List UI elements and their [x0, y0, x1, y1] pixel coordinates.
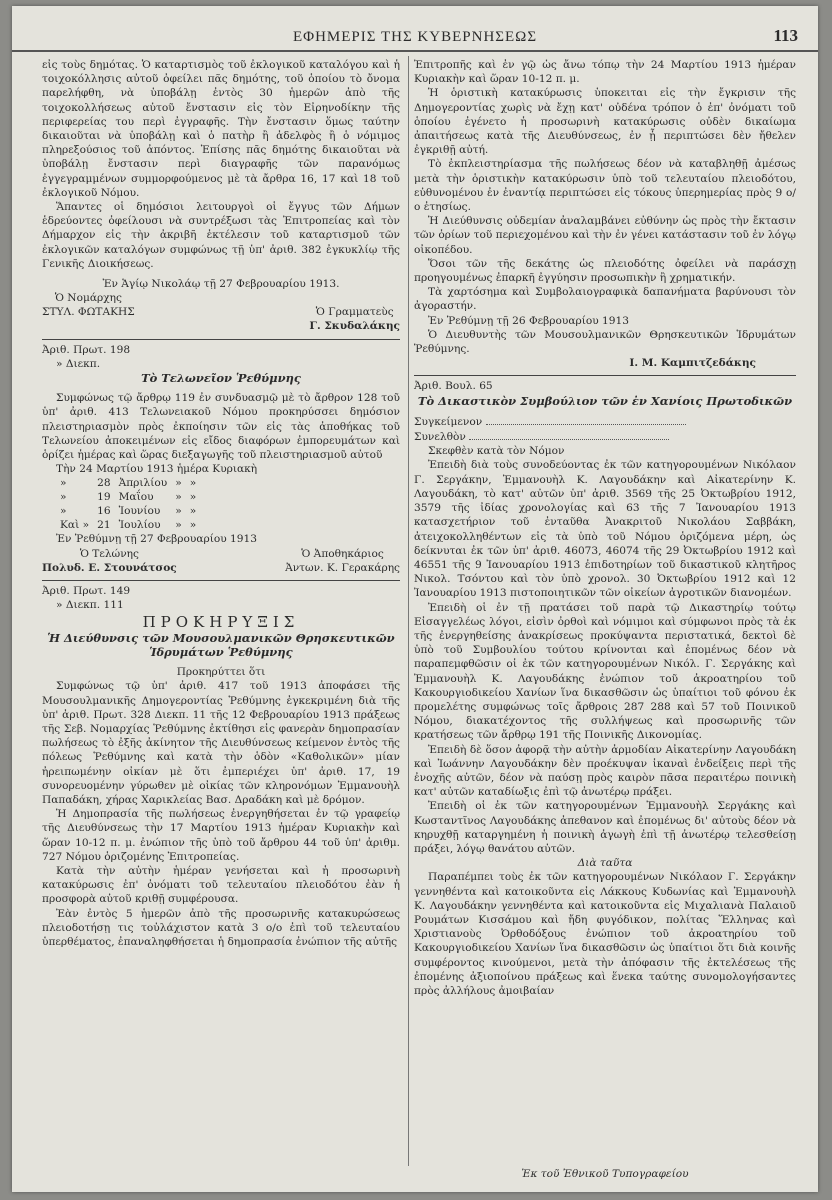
- schedule-row: [56, 490, 200, 504]
- schedule-row: [56, 504, 200, 518]
- schedule-cell: »: [189, 491, 197, 504]
- schedule-cell: Ἰουλίου: [118, 519, 161, 532]
- reference-number: Ἀριθ. Πρωτ. 149: [42, 585, 131, 598]
- signature-block: [285, 547, 400, 575]
- right-column: [414, 58, 796, 998]
- schedule-cell: »: [189, 519, 197, 532]
- schedule-cell: 19: [97, 491, 111, 504]
- proclamation-heading: ΠΡΟΚΗΡΥΞΙΣ: [142, 612, 300, 631]
- schedule-cell: »: [189, 505, 197, 518]
- form-line: [469, 429, 669, 440]
- section-heading: Διὰ ταῦτα: [577, 857, 633, 870]
- section-rule: [414, 375, 796, 376]
- section-heading: Ἡ Διεύθυνσις τῶν Μουσουλμανικῶν Θρησκευτικῶν Ἱδρυμάτων Ῥεθύμνης: [47, 630, 395, 659]
- paragraph: Συμφώνως τῷ ὑπ' ἀριθ. 417 τοῦ 1913 ἀποφάσει τῆς Μουσουλμανικῆς Δημογεροντίας Ῥεθύμνης ἐγκεκριμένη διὰ τῆς ὑπ' ἀριθ. Πρωτ. 328 Διεκπ. 11 τῆς 12 Φεβρουαρίου 1913 πράξεως τῆς Σεβ. Νομαρχίας Ῥεθύμνης ἐκτίθησι εἰς φανερὰν δημοπρασίαν πωλήσεως τὸ ἐξῆς ἀκίνητον τῆς Διευθύνσεως κείμενον ἐντὸς τῆς πόλεως Ῥεθύμνης καὶ κατὰ τὴν ὁδὸν «Καθολικῶν» μίαν ἠρειπωμένην οἰκίαν μὲ ὅτι ἐμπεριέχει ὑπ' ἀριθ. 17, 19 συνορευομένην γύρωθεν μὲ οἰκίας τῶν κληρονόμων Ἐμμανουὴλ Παπαδάκη, χήρας Χαρικλείας Βασ. Δραδάκη καὶ μὲ δρόμον.: [42, 680, 400, 806]
- column-divider: [408, 56, 409, 1166]
- schedule-cell: »: [175, 491, 182, 504]
- reference-number: » Διεκπ.: [56, 357, 101, 370]
- date-line: Ἐν Ῥεθύμνῃ τῇ 26 Φεβρουαρίου 1913: [428, 314, 630, 327]
- schedule-cell: »: [175, 519, 182, 532]
- section-heading: Τὸ Δικαστικὸν Συμβούλιον τῶν ἐν Χανίοις Πρωτοδικῶν: [417, 393, 793, 408]
- reference-number: Ἀριθ. Βουλ. 65: [414, 380, 493, 393]
- schedule-cell: Ἀπριλίου: [118, 477, 168, 490]
- schedule-cell: 16: [97, 505, 111, 518]
- form-line: [486, 414, 686, 425]
- signature-block: [42, 291, 135, 333]
- signature-block: [42, 547, 177, 575]
- signature-name: Ι. Μ. Καμπιτζεδάκης: [629, 357, 756, 370]
- schedule-cell: Μαΐου: [118, 491, 154, 504]
- signature-title: Ὁ Νομάρχης: [54, 292, 122, 305]
- date-line: Ἐν Ῥεθύμνῃ τῇ 27 Φεβρουαρίου 1913: [56, 533, 258, 546]
- paragraph: Συμφώνως τῷ ἄρθρῳ 119 ἐν συνδυασμῷ μὲ τὸ ἄρθρον 128 τοῦ ὑπ' ἀριθ. 413 Τελωνειακοῦ Νόμου προκηρύσσει δημόσιον πλειστηριασμὸν πρὸς ἐκποίησιν τῶν εἰς τὰς ἀποθήκας τοῦ Τελωνείου ἀποκειμένων εἰς εἴδος διαφόρων ἐμπορευμάτων καὶ ὁρίζει ἡμέρας καὶ ὥρας διεξαγωγῆς τοῦ πλειστηριασμοῦ αὐτοῦ: [42, 392, 400, 462]
- schedule-row: [56, 476, 200, 490]
- schedule-table: [56, 476, 200, 532]
- paragraph: Ἐὰν ἐντὸς 5 ἡμερῶν ἀπὸ τῆς προσωρινῆς κατακυρώσεως πλειοδοτήσῃ τις τοὐλάχιστον κατὰ 3 ο/ο ἐπὶ τοῦ τελευταίου ὑπερθέματος, ἐπαναληφθήσεται ἡ δημοπρασία ἐνώπιον τῆς αὐτῆς: [42, 907, 400, 948]
- schedule-cell: 21: [97, 519, 111, 532]
- schedule-intro: Τὴν 24 Μαρτίου 1913 ἡμέρα Κυριακὴ: [56, 463, 258, 476]
- paragraph: Τὸ ἐκπλειστηρίασμα τῆς πωλήσεως δέον νὰ καταβληθῇ ἀμέσως μετὰ τὴν ὁριστικὴν κατακύρωσιν ὑπὸ τοῦ τελευταίου πλειοδότου, εὐθυνομένου ἐν ἐναντίᾳ περιπτώσει εἰς τόκους ὑπερημερίας πρὸς 9 ο/ο ἐτησίως.: [414, 158, 796, 214]
- printer-footer: Ἐκ τοῦ Ἐθνικοῦ Τυπογραφείου: [521, 1168, 689, 1180]
- section-rule: [42, 339, 400, 340]
- signature-name: ΣΤΥΛ. ΦΩΤΑΚΗΣ: [42, 306, 135, 319]
- schedule-cell: Ἰουνίου: [118, 505, 161, 518]
- date-line: Ἐν Ἁγίῳ Νικολάῳ τῇ 27 Φεβρουαρίου 1913.: [102, 278, 340, 291]
- schedule-cell: »: [60, 477, 67, 490]
- schedule-cell: »: [175, 505, 182, 518]
- paragraph: Ἡ ὁριστικὴ κατακύρωσις ὑποκειται εἰς τὴν ἔγκρισιν τῆς Δημογεροντίας χωρὶς νὰ ἔχῃ κατ' οὐδένα τρόπον ὁ ἐπ' ὀνόματι τοῦ ὁποίου ἐγένετο ἡ προσωρινὴ κατακύρωσις οὐδὲν δικαίωμα ἀπαιτήσεως κατὰ τῆς Διευθύνσεως, ἐν ᾗ περιπτώσει δὲν ἤθελεν ἐγκριθῇ αὐτή.: [414, 87, 796, 157]
- newspaper-page: [12, 6, 818, 1192]
- signature-title: Ὁ Ἀποθηκάριος: [301, 547, 384, 560]
- schedule-cell: Καὶ »: [60, 519, 90, 532]
- paragraph: Προκηρύττει ὅτι: [176, 666, 266, 679]
- signature-name: Γ. Σκυδαλάκης: [309, 320, 400, 333]
- paragraph: Ἐπειδὴ διὰ τοὺς συνοδεύοντας ἐκ τῶν κατηγορουμένων Νικόλαον Γ. Σεργάκην, Ἐμμανουὴλ Κ. Λαγουδάκην καὶ Αἰκατερίνην Κ. Λαγουδάκη, τὸ κατ' αὐτῶν ὑπ' ἀριθ. 3569 τῆς 25 Ὀκτωβρίου 1912, 3579 τῆς ἰδίας χρονολογίας καὶ 63 τῆς 7 Ἰανουαρίου 1913 κατασχετήριον τοῦ ἐνταῦθα Ἀνακριτοῦ Νικολάου Σαββάκη, ἀτειχοκολληθέντων εἰς τὰ ὑπὸ τοῦ Νόμου ὁριζόμενα μέρη, ὡς δείκνυται ἐκ τῶν ὑπ' ἀριθ. 46073, 46074 τῆς 29 Ὀκτωβρίου 1912 καὶ 46551 τῆς 9 Ἰανουαρίου 1913 ἐπιδοτηρίων τοῦ δικαστικοῦ κλητῆρος Νικολ. Τσόντου καὶ τὸν ὑπὸ χρονολ. 30 Ὀκτωβρίου 1912 καὶ 12 Ἰανουαρίου 1913 πιστοποιητικῶν τῶν οἰκείων ἀγροτικῶν διανομέων.: [414, 459, 796, 600]
- paragraph: Ὅσοι τῶν τῆς δεκάτης ὡς πλειοδότης ὀφείλει νὰ παράσχῃ προηγουμένως ἐπαρκῆ ἐγγύησιν προσωπικὴν ἢ χρηματικήν.: [414, 257, 796, 285]
- page-header-title: ΕΦΗΜΕΡΙΣ ΤΗΣ ΚΥΒΕΡΝΗΣΕΩΣ: [292, 29, 538, 45]
- paragraph: Τὰ χαρτόσημα καὶ Συμβολαιογραφικὰ δαπανήματα βαρύνουσι τὸν ἀγοραστήν.: [414, 286, 796, 313]
- schedule-cell: »: [189, 477, 197, 490]
- paragraph: Παραπέμπει τοὺς ἐκ τῶν κατηγορουμένων Νικόλαον Γ. Σεργάκην γεννηθέντα καὶ κατοικοῦντα εἰς Λάκκους Κυδωνίας καὶ Ἐμμανουὴλ Κ. Λαγουδάκην γεννηθέντα καὶ κατοικοῦντα εἰς Μιχαλιανὰ Παλαιοῦ Ρουμάτων Κισσάμου καὶ ἤδη φυγόδικον, πολίτας Ἕλληνας καὶ Χριστιανοὺς Ὀρθοδόξους ἐνώπιον τοῦ ἀκροατηρίου τοῦ Κακουργιοδικείου Χανίων ἵνα δικασθῶσιν ὡς ὑπαίτιοι ὅτι διὰ κοινῆς συμφέροντος κινούμενοι, μετὰ τὴν ἀπόφασιν τῆς ἐκτελέσεως τῆς ἐπομένης ἀξιοποίνου πράξεως καὶ ἕνεκα ταύτης συνομολογήσαντες πρὸς ἀλλήλους ἀμοιβαίαν: [414, 871, 796, 997]
- schedule-cell: »: [175, 477, 182, 490]
- paragraph: Σκεφθὲν κατὰ τὸν Νόμον: [428, 445, 565, 458]
- page-number: 113: [773, 26, 798, 45]
- signature-row: [42, 547, 400, 575]
- reference-number: Ἀριθ. Πρωτ. 198: [42, 343, 131, 356]
- left-column: [42, 58, 400, 949]
- section-heading: Τὸ Τελωνεῖον Ῥεθύμνης: [141, 371, 301, 386]
- schedule-cell: 28: [97, 477, 111, 490]
- paragraph: Ὁ Διευθυντὴς τῶν Μουσουλμανικῶν Θρησκευτικῶν Ἱδρυμάτων Ῥεθύμνης.: [414, 328, 796, 356]
- paragraph: Ἡ Διεύθυνσις οὐδεμίαν ἀναλαμβάνει εὐθύνην ὡς πρὸς τὴν ἔκτασιν τῶν ὁρίων τοῦ περιεχομένου καὶ τὴν ἐν γένει κατάστασιν τοῦ ἐν λόγῳ οἰκοπέδου.: [414, 215, 796, 256]
- signature-row: [42, 291, 400, 333]
- schedule-cell: »: [60, 505, 67, 518]
- form-label: Συγκείμενον: [414, 415, 483, 428]
- schedule-row: [56, 518, 200, 532]
- paragraph: Ἐπειδὴ οἱ ἐν τῇ πρατάσει τοῦ παρὰ τῷ Δικαστηρίῳ τούτῳ Εἰσαγγελέως λόγοι, εἰσὶν ὀρθοὶ καὶ νόμιμοι καὶ σύμφωνοι πρὸς τὰ ἐκ τῆς ἐνεργηθείσης ἀνακρίσεως προκύψαντα περιστατικά, δεκτοὶ δὲ ὑπὸ τοῦ Συμβουλίου τούτου κρίνονται καὶ ἐπομένως δέον νὰ παραπεμφθῶσιν οἱ ἐκ τῶν κατηγορουμένων Νικόλ. Γ. Σεργάκης καὶ Ἐμμανουὴλ Κ. Λαγουδάκης ἐνώπιον τοῦ ἀκροατηρίου τοῦ Κακουργιοδικείου Χανίων ἵνα δικασθῶσιν ὡς ὑπαίτιοι τοῦ φόνου ἐκ προμελέτης συμφώνως τοῖς ἄρθροις 287 288 καὶ 57 τοῦ Ποινικοῦ Νόμου, διακατέχοντος τῆς συλλήψεως καὶ προσωρινῆς τῶν κρατήσεως τῶν ἄρθρῳ 191 τῆς Ποινικῆς Δικονομίας.: [414, 601, 796, 742]
- signature-name: Πολυδ. Ε. Στουνάτσος: [42, 561, 177, 574]
- paragraph: Ἐπιτροπῆς καὶ ἐν γῷ ὡς ἄνω τόπῳ τὴν 24 Μαρτίου 1913 ἡμέραν Κυριακὴν καὶ ὥραν 10-12 π. μ.: [414, 59, 796, 86]
- paragraph: Κατὰ τὴν αὐτὴν ἡμέραν γενήσεται καὶ ἡ προσωρινὴ κατακύρωσις ἐπ' ὀνόματι τοῦ τελευταίου πλειοδότου ἐὰν ἡ προσφορὰ αὐτοῦ κριθῇ συμφέρουσα.: [42, 864, 400, 906]
- paragraph: Ἐπειδὴ οἱ ἐκ τῶν κατηγορουμένων Ἐμμανουὴλ Σεργάκης καὶ Κωσταντῖνος Λαγουδάκης ἀπεθανον καὶ ἐπομένως δι' αὐτοὺς δέον νὰ κηρυχθῇ καταργημένη ἡ ποινικὴ ἀγωγὴ ἐπὶ τῇ ἀνωτέρῳ τελεσθείσῃ πράξει, λόγῳ θανάτου αὐτῶν.: [414, 800, 796, 855]
- section-rule: [42, 580, 400, 581]
- form-label: Συνελθὸν: [414, 431, 466, 444]
- form-field: [414, 414, 796, 429]
- form-field: [414, 429, 796, 444]
- page-header: [12, 26, 818, 52]
- signature-block: [309, 305, 400, 333]
- signature-title: Ὁ Τελώνης: [79, 547, 139, 560]
- paragraph: Ἡ Δημοπρασία τῆς πωλήσεως ἐνεργηθήσεται ἐν τῷ γραφείῳ τῆς Διευθύνσεως τὴν 17 Μαρτίου 1913 ἡμέραν Κυριακὴν καὶ ὥραν 10-12 π. μ. ἐνώπιον τῆς ὑπὸ τοῦ ἄρθρου 44 τοῦ ὑπ' ἀριθμ. 727 Νόμου ὁριζομένης Ἐπιτροπείας.: [42, 808, 400, 863]
- signature-name: Ἀντων. Κ. Γερακάρης: [285, 561, 400, 574]
- paragraph: εἰς τοὺς δημότας. Ὁ καταρτισμὸς τοῦ ἐκλογικοῦ καταλόγου καὶ ἡ τοιχοκόλλησις αὐτοῦ ὀφείλει πᾶς δημότης, τοῦ ὁποίου τὸ ὄνομα παρελήφθη, νὰ ὑποβάλῃ ἐντὸς 30 ἡμερῶν ἀπὸ τῆς τοιχοκολλήσεως αὐτοῦ ἔνστασιν εἰς τὸν Εἰρηνοδίκην τῆς περιφερείας του περὶ ἐγγραφῆς. Τὴν ἔνστασιν ὅμως ταύτην δικαιοῦται νὰ ὑποβάλῃ καὶ ὁ πατὴρ ἢ ἀδελφὸς ἢ ὁ νόμιμος πληρεξούσιος τοῦ ἀπόντος. Ἐπίσης πᾶς δημότης δικαιοῦται νὰ ὑποβάλῃ ἔνστασιν περὶ διαγραφῆς τῶν παρανόμως ἐγγεγραμμένων συμμορφούμενος μὲ τὰ ἄρθρα 16, 17 καὶ 18 τοῦ ἐκλογικοῦ Νόμου.: [42, 59, 400, 199]
- paragraph: Ἐπειδὴ δὲ ὅσον ἀφορᾷ τὴν αὐτὴν ἀρμοδίαν Αἰκατερίνην Λαγουδάκη καὶ Ἰωάννην Λαγουδάκην δὲν προέκυψαν ἱκαναὶ ἐνδείξεις περὶ τῆς ἐνοχῆς αὐτῶν, δέον νὰ παύσῃ πρὸς καιρὸν πᾶσα περαιτέρω ποινικὴ κατ' αὐτῶν καταδίωξις ἐπὶ τῷ ἀνωτέρῳ πράξει.: [414, 743, 796, 799]
- signature-title: Ὁ Γραμματεὺς: [315, 306, 394, 319]
- schedule-cell: »: [60, 491, 67, 504]
- paragraph: Ἅπαντες οἱ δημόσιοι λειτουργοὶ οἱ ἔγγυς τῶν Δήμων ἑδρεύοντες ὀφείλουσι νὰ συντρέξωσι τὰς Ἐπιτροπείας καὶ τὸν Δήμαρχον εἰς τὴν ἀκριβῆ ἐκτέλεσιν τοῦ καταρτισμοῦ τῶν ἐκλογικῶν καταλόγων συμφώνως τῇ ὑπ' ἀριθ. 382 ἐγκυκλίῳ τῆς Γενικῆς Διοικήσεως.: [42, 201, 400, 270]
- reference-number: » Διεκπ. 111: [56, 599, 124, 612]
